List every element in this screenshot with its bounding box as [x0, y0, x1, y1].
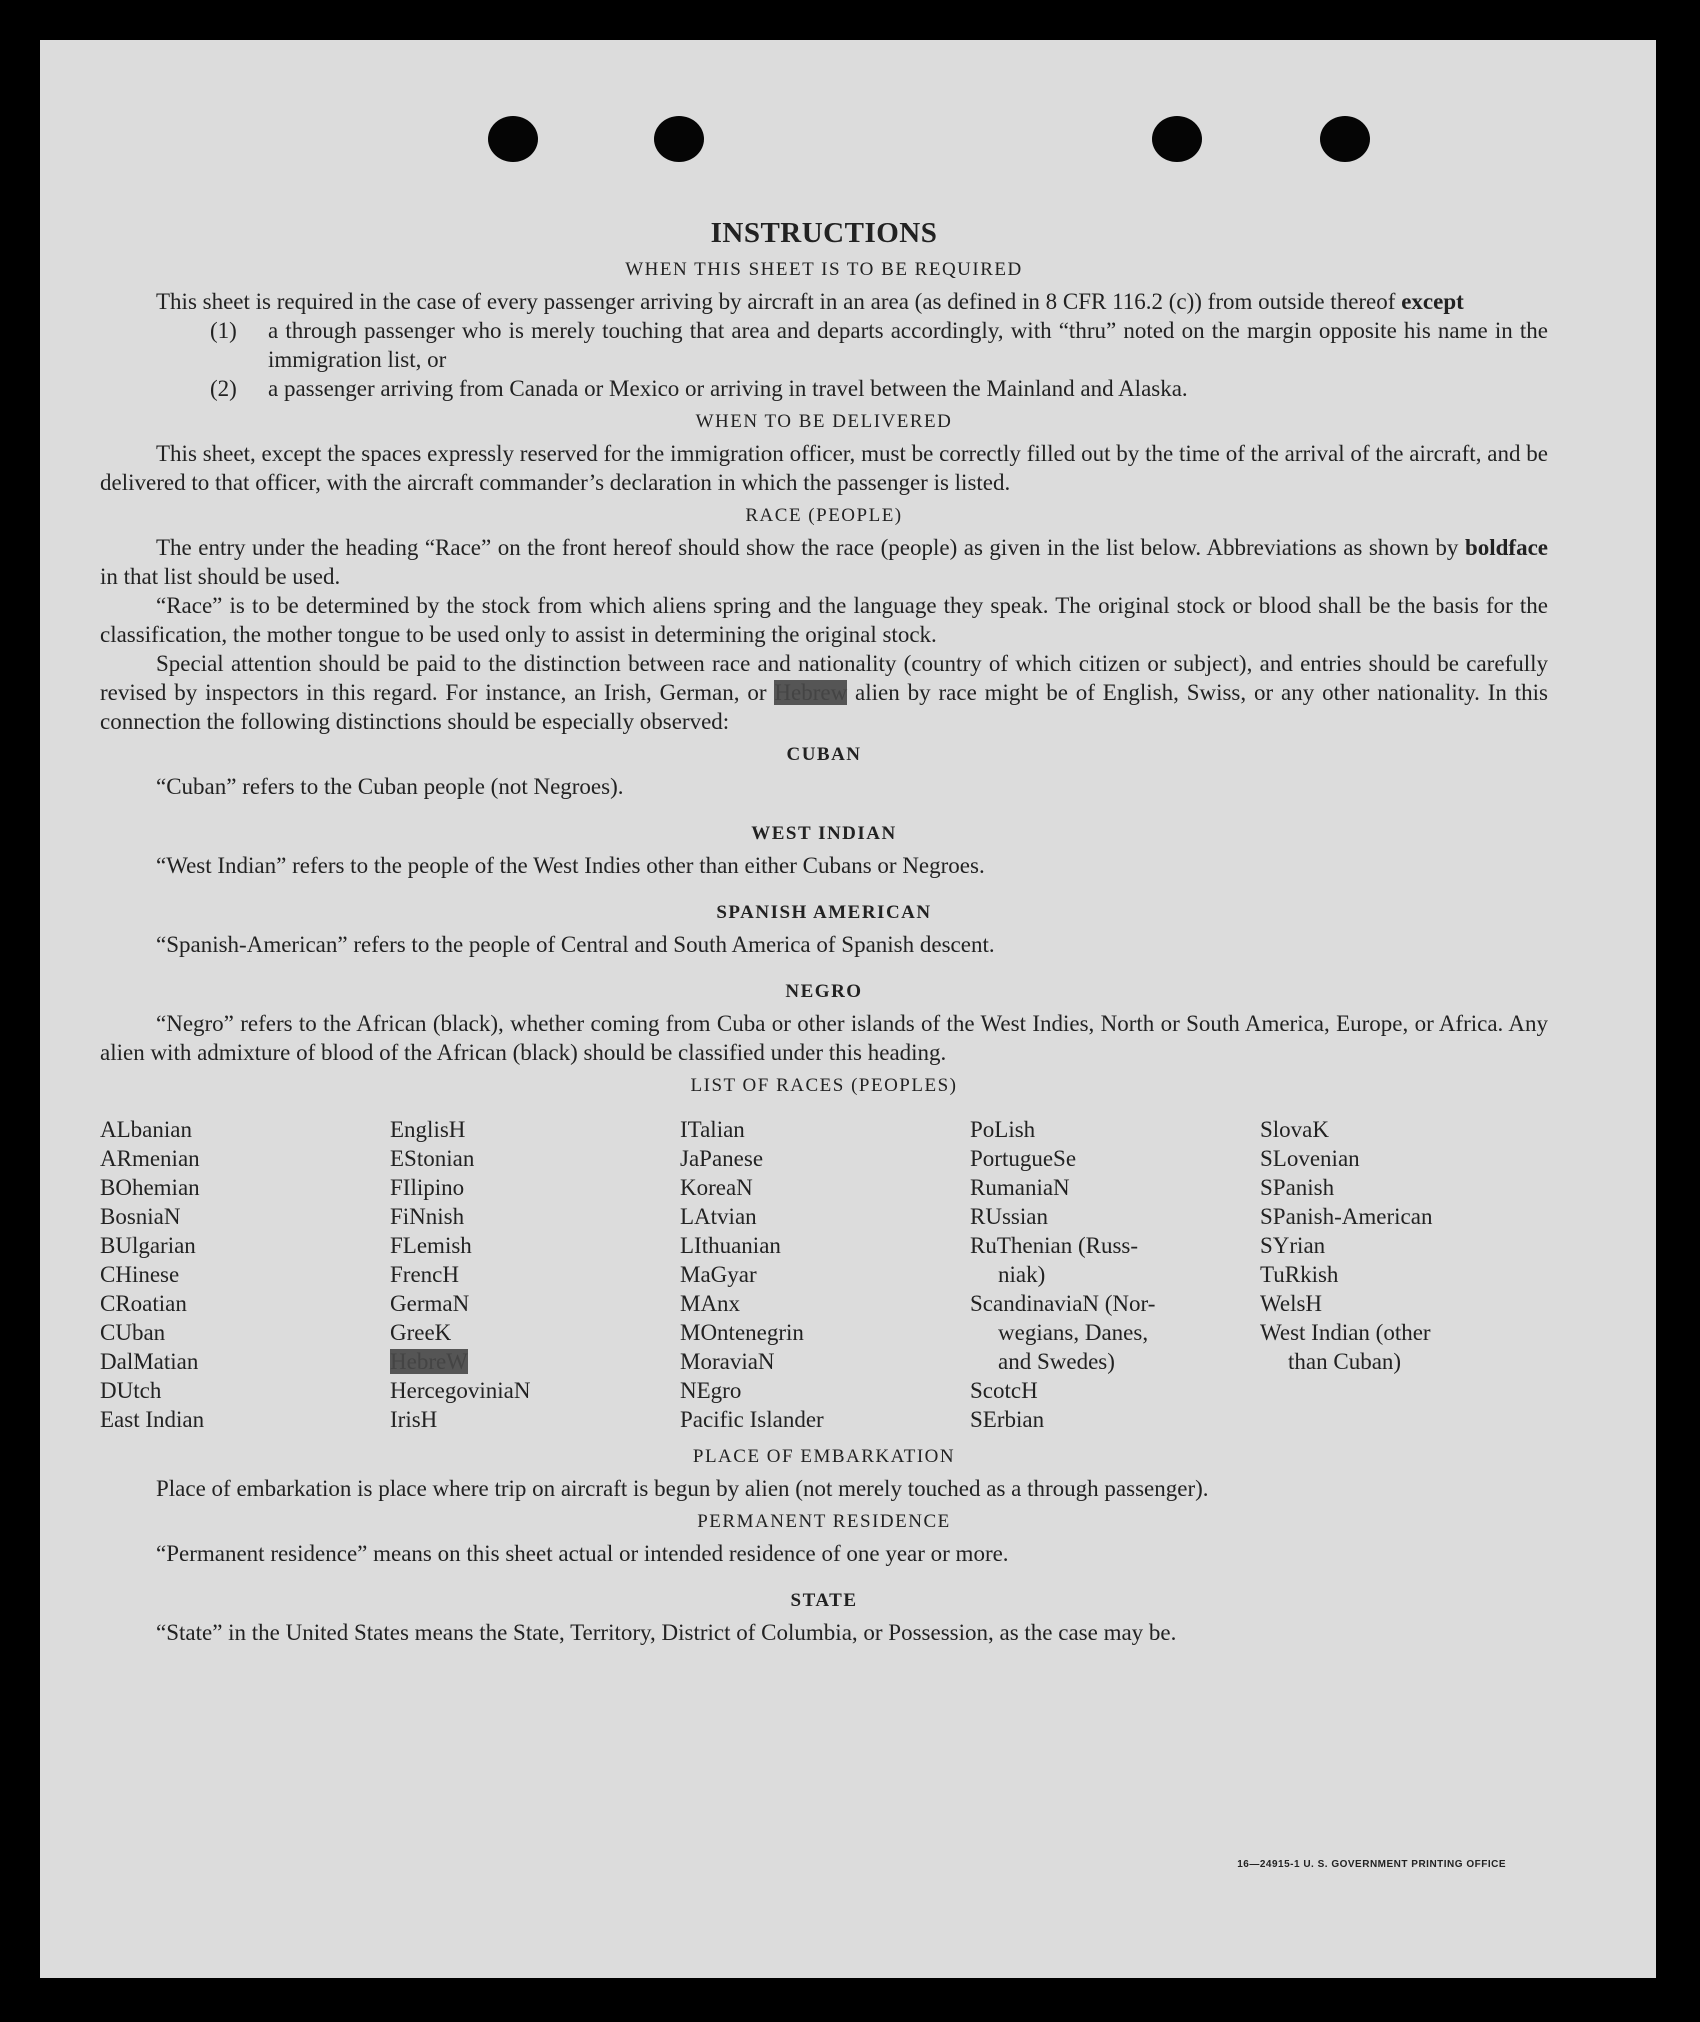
document-page	[40, 40, 1656, 1978]
race-entry: East Indian	[100, 1407, 205, 1432]
race-entry: HebreW	[390, 1349, 468, 1374]
heading-state: STATE	[790, 1590, 858, 1611]
race-paragraph-1: The entry under the heading “Race” on the front hereof should show the race (people) as given in the list below. Abbreviations as shown by boldface in that list should be used.	[100, 535, 1548, 589]
race-entry: FiNnish	[390, 1204, 465, 1229]
race-entry: MoraviaN	[680, 1349, 775, 1374]
race-entry: HercegoviniaN	[390, 1378, 531, 1403]
race-entry: LIthuanian	[680, 1233, 781, 1258]
race-entry: than Cuban)	[1288, 1349, 1402, 1374]
race-entry: MaGyar	[680, 1262, 757, 1287]
race-entry: GermaN	[390, 1291, 470, 1316]
race-entry: FIlipino	[390, 1175, 465, 1200]
race-entry: FLemish	[390, 1233, 472, 1258]
heading-permanent-residence: PERMANENT RESIDENCE	[697, 1511, 951, 1532]
race-entry: EnglisH	[390, 1117, 466, 1142]
cuban-text: “Cuban” refers to the Cuban people (not Negroes).	[156, 774, 624, 799]
race-entry: and Swedes)	[998, 1349, 1115, 1374]
exception-item: (2) a passenger arriving from Canada or Mexico or arriving in travel between the Mainland and Alaska.	[210, 376, 1188, 401]
race-entry: LAtvian	[680, 1204, 757, 1229]
race-column	[100, 1115, 390, 1434]
punch-hole	[488, 116, 538, 162]
race-entry: MOntenegrin	[680, 1320, 804, 1345]
residence-text: “Permanent residence” means on this sheet actual or intended residence of one year or more.	[156, 1541, 1009, 1566]
race-paragraph-2: “Race” is to be determined by the stock from which aliens spring and the language they speak. The original stock or blood shall be the basis for the classification, the mother tongue to be used only to assist in determining the original stock.	[100, 593, 1548, 647]
race-entry: BosniaN	[100, 1204, 181, 1229]
heading-embarkation: PLACE OF EMBARKATION	[692, 1446, 956, 1467]
race-entry: niak)	[998, 1262, 1046, 1287]
race-entry: DUtch	[100, 1378, 162, 1403]
race-entry: CRoatian	[100, 1291, 187, 1316]
race-entry: RUssian	[970, 1204, 1048, 1229]
heading-race: RACE (PEOPLE)	[745, 505, 903, 526]
race-entry: wegians, Danes,	[998, 1320, 1149, 1345]
race-entry: CUban	[100, 1320, 166, 1345]
heading-list-of-races: LIST OF RACES (PEOPLES)	[690, 1075, 958, 1096]
exception-item: (1) a through passenger who is merely touching that area and departs accordingly, with “thru” noted on the margin opposite his name in the immigration list, or	[210, 318, 1548, 372]
race-entry: IrisH	[390, 1407, 438, 1432]
race-column	[680, 1115, 970, 1434]
heading-negro: NEGRO	[785, 981, 863, 1002]
heading-spanish-american: SPANISH AMERICAN	[716, 902, 932, 923]
heading-west-indian: WEST INDIAN	[751, 823, 897, 844]
race-entry: NEgro	[680, 1378, 742, 1403]
race-column	[390, 1115, 680, 1434]
race-entry: SPanish-American	[1260, 1204, 1433, 1229]
struck-word: Hebrew	[774, 680, 848, 705]
race-entry: FrencH	[390, 1262, 459, 1287]
race-entry: ARmenian	[100, 1146, 200, 1171]
heading-cuban: CUBAN	[786, 744, 862, 765]
heading-when-required: WHEN THIS SHEET IS TO BE REQUIRED	[625, 259, 1023, 280]
punch-hole	[1152, 116, 1202, 162]
spanish-american-text: “Spanish-American” refers to the people of Central and South America of Spanish descent.	[156, 932, 995, 957]
race-entry: ScotcH	[970, 1378, 1038, 1403]
instructions-body	[100, 215, 1548, 1647]
race-entry: SErbian	[970, 1407, 1045, 1432]
race-entry: SlovaK	[1260, 1117, 1329, 1142]
race-entry: ITalian	[680, 1117, 745, 1142]
race-entry: SYrian	[1260, 1233, 1326, 1258]
race-paragraph-3: Special attention should be paid to the distinction between race and nationality (country of which citizen or subject), and entries should be carefully revised by inspectors in this regard. For instance, an Irish, German, or Hebrew alien by race might be of English, Swiss, or any other nationality. In this connection the following distinctions should be especially observed:	[100, 651, 1548, 734]
punch-hole	[1320, 116, 1370, 162]
page-title: INSTRUCTIONS	[710, 217, 938, 249]
race-entry: GreeK	[390, 1320, 452, 1345]
race-list	[100, 1115, 1548, 1434]
when-required-intro: This sheet is required in the case of every passenger arriving by aircraft in an area (as defined in 8 CFR 116.2 (c)) from outside thereof except	[156, 289, 1464, 314]
race-entry: ScandinaviaN (Nor-	[970, 1291, 1156, 1316]
race-entry: WelsH	[1260, 1291, 1323, 1316]
race-entry: MAnx	[680, 1291, 741, 1316]
race-entry: TuRkish	[1260, 1262, 1339, 1287]
race-entry: SLovenian	[1260, 1146, 1360, 1171]
race-entry: EStonian	[390, 1146, 475, 1171]
west-indian-text: “West Indian” refers to the people of the West Indies other than either Cubans or Negroes.	[156, 853, 985, 878]
state-text: “State” in the United States means the State, Territory, District of Columbia, or Possession, as the case may be.	[156, 1620, 1177, 1645]
race-column	[970, 1115, 1260, 1434]
race-entry: CHinese	[100, 1262, 180, 1287]
race-entry: BUlgarian	[100, 1233, 196, 1258]
race-entry: RuThenian (Russ-	[970, 1233, 1139, 1258]
race-entry: PortugueSe	[970, 1146, 1077, 1171]
race-entry: SPanish	[1260, 1175, 1335, 1200]
race-entry: KoreaN	[680, 1175, 753, 1200]
race-entry: JaPanese	[680, 1146, 764, 1171]
race-entry: DalMatian	[100, 1349, 199, 1374]
when-delivered-text: This sheet, except the spaces expressly reserved for the immigration officer, must be correctly filled out by the time of the arrival of the aircraft, and be delivered to that officer, with the aircraft commander’s declaration in which the passenger is listed.	[100, 441, 1548, 495]
print-footer: 16—24915-1 U. S. GOVERNMENT PRINTING OFFICE	[1237, 1859, 1506, 1870]
embarkation-text: Place of embarkation is place where trip on aircraft is begun by alien (not merely touched as a through passenger).	[156, 1476, 1209, 1501]
race-entry: Pacific Islander	[680, 1407, 824, 1432]
race-entry: PoLish	[970, 1117, 1036, 1142]
heading-when-delivered: WHEN TO BE DELIVERED	[695, 411, 953, 432]
race-entry: West Indian (other	[1260, 1320, 1431, 1345]
race-entry: RumaniaN	[970, 1175, 1070, 1200]
punch-hole	[654, 116, 704, 162]
negro-text: “Negro” refers to the African (black), whether coming from Cuba or other islands of the West Indies, North or South America, Europe, or Africa. Any alien with admixture of blood of the African (black) should be classified under this heading.	[100, 1011, 1548, 1065]
except-word: except	[1401, 289, 1464, 314]
race-column	[1260, 1115, 1548, 1434]
race-entry: BOhemian	[100, 1175, 200, 1200]
race-entry: ALbanian	[100, 1117, 192, 1142]
exception-list	[210, 316, 1548, 403]
